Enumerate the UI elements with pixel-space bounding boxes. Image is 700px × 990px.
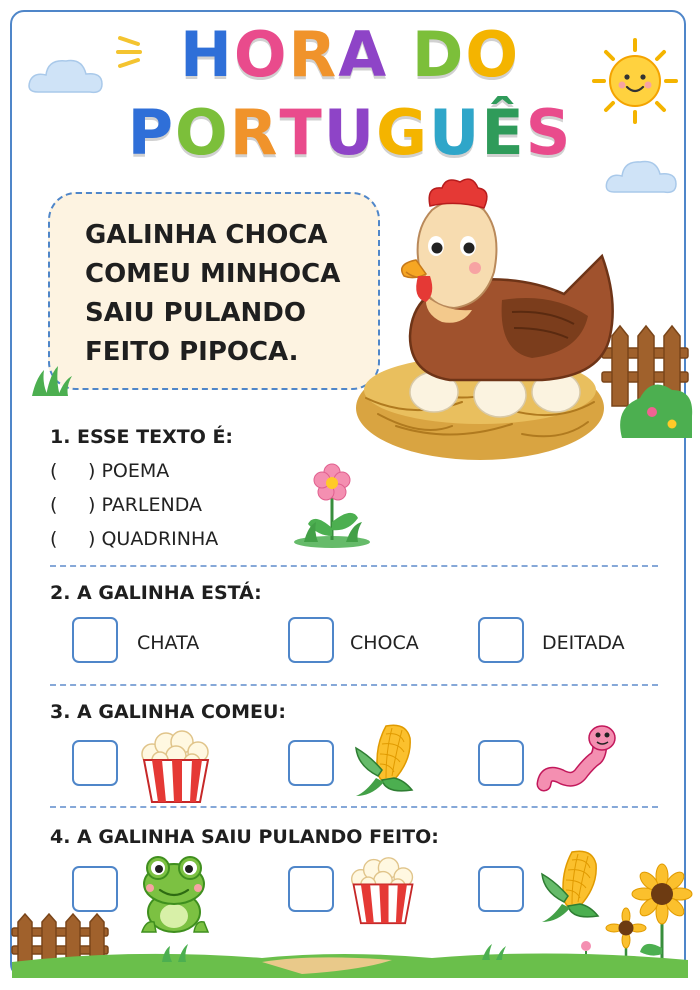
page-title-line-2 (0, 96, 700, 169)
q1-option-poema[interactable] (50, 460, 169, 482)
title-letter: A (338, 18, 389, 91)
q2-checkbox-deitada[interactable] (478, 617, 524, 663)
title-letter: P (127, 96, 176, 169)
question-2-label: 2. A GALINHA ESTÁ: (50, 582, 262, 604)
title-letter: U (323, 96, 377, 169)
q1-answer-blank[interactable]: ( (50, 460, 58, 482)
title-letter: Ê (481, 96, 526, 169)
title-letter: U (429, 96, 482, 169)
poem-line: GALINHA CHOCA (85, 220, 328, 250)
poem-line: COMEU MINHOCA (85, 259, 341, 289)
title-letter: O (233, 18, 289, 91)
title-letter: O (465, 18, 521, 91)
flower-icon (292, 462, 372, 550)
grass-tuft-icon (28, 364, 74, 398)
popcorn-icon (138, 728, 214, 804)
q2-option-choca: CHOCA (350, 632, 419, 654)
q2-checkbox-chata[interactable] (72, 617, 118, 663)
title-letter: H (179, 18, 234, 91)
ground-scenery-illustration (12, 858, 688, 978)
question-1-label: 1. ESSE TEXTO É: (50, 426, 234, 448)
q3-checkbox-popcorn[interactable] (72, 740, 118, 786)
page-title-line-1 (0, 18, 700, 91)
q1-answer-blank[interactable]: ( (50, 528, 58, 550)
q2-option-chata: CHATA (137, 632, 200, 654)
corn-icon (352, 720, 418, 798)
title-letter: S (525, 96, 573, 169)
title-letter: O (175, 96, 230, 169)
q1-option-parlenda[interactable] (50, 494, 202, 516)
poem-line: FEITO PIPOCA. (85, 337, 299, 367)
q2-checkbox-choca[interactable] (288, 617, 334, 663)
section-divider (50, 806, 658, 808)
poem-line: SAIU PULANDO (85, 298, 306, 328)
section-divider (50, 565, 658, 567)
question-4-label: 4. A GALINHA SAIU PULANDO FEITO: (50, 826, 439, 848)
title-letter: G (376, 96, 430, 169)
title-letter: T (279, 96, 324, 169)
worm-icon (538, 722, 620, 794)
q2-option-deitada: DEITADA (542, 632, 625, 654)
section-divider (50, 684, 658, 686)
q3-checkbox-corn[interactable] (288, 740, 334, 786)
q1-option-label: ) QUADRINHA (88, 528, 219, 550)
title-letter (388, 18, 412, 91)
title-letter: R (229, 96, 280, 169)
q1-option-quadrinha[interactable] (50, 528, 218, 550)
q1-option-label: ) PARLENDA (88, 494, 202, 516)
hen-on-nest-illustration (352, 176, 692, 476)
q1-option-label: ) POEMA (88, 460, 170, 482)
title-letter: D (411, 18, 466, 91)
poem-text (85, 216, 340, 372)
q1-answer-blank[interactable]: ( (50, 494, 58, 516)
title-letter: R (288, 18, 339, 91)
q3-checkbox-worm[interactable] (478, 740, 524, 786)
question-3-label: 3. A GALINHA COMEU: (50, 701, 286, 723)
